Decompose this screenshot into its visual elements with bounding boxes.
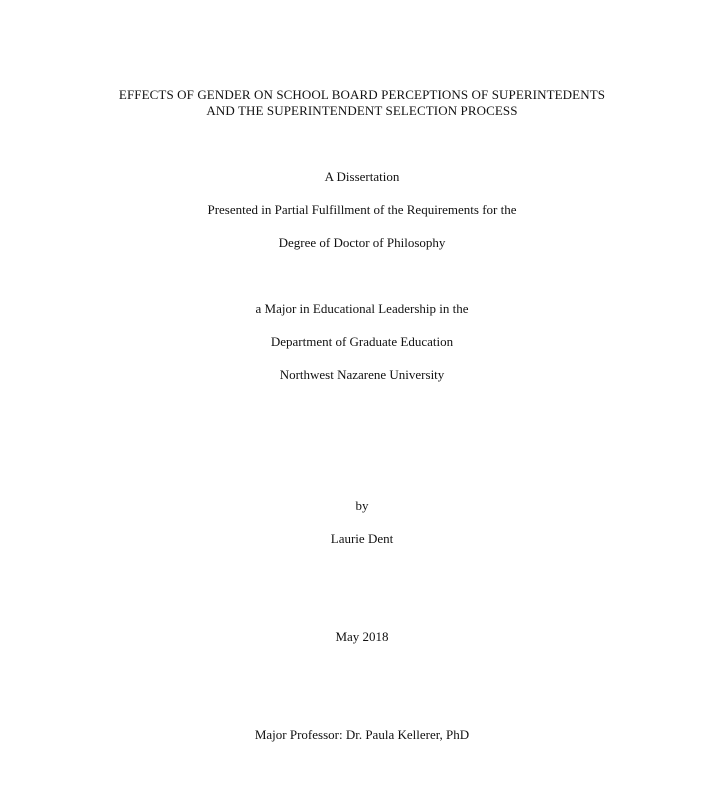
author-name: Laurie Dent — [330, 531, 394, 546]
major-professor: Major Professor: Dr. Paula Kellerer, PhD — [254, 727, 470, 742]
degree-name: Degree of Doctor of Philosophy — [278, 235, 446, 250]
presented-statement: Presented in Partial Fulfillment of the Requirements for the — [207, 202, 517, 217]
submission-date: May 2018 — [335, 629, 389, 644]
by-label: by — [355, 498, 369, 513]
major-statement: a Major in Educational Leadership in the — [255, 301, 469, 316]
title-line-2: AND THE SUPERINTENDENT SELECTION PROCESS — [206, 103, 518, 118]
dissertation-type: A Dissertation — [324, 169, 400, 184]
title-line-1: EFFECTS OF GENDER ON SCHOOL BOARD PERCEPTIONS OF SUPERINTEDENTS — [118, 87, 606, 102]
university-name: Northwest Nazarene University — [279, 367, 445, 382]
department-name: Department of Graduate Education — [270, 334, 454, 349]
